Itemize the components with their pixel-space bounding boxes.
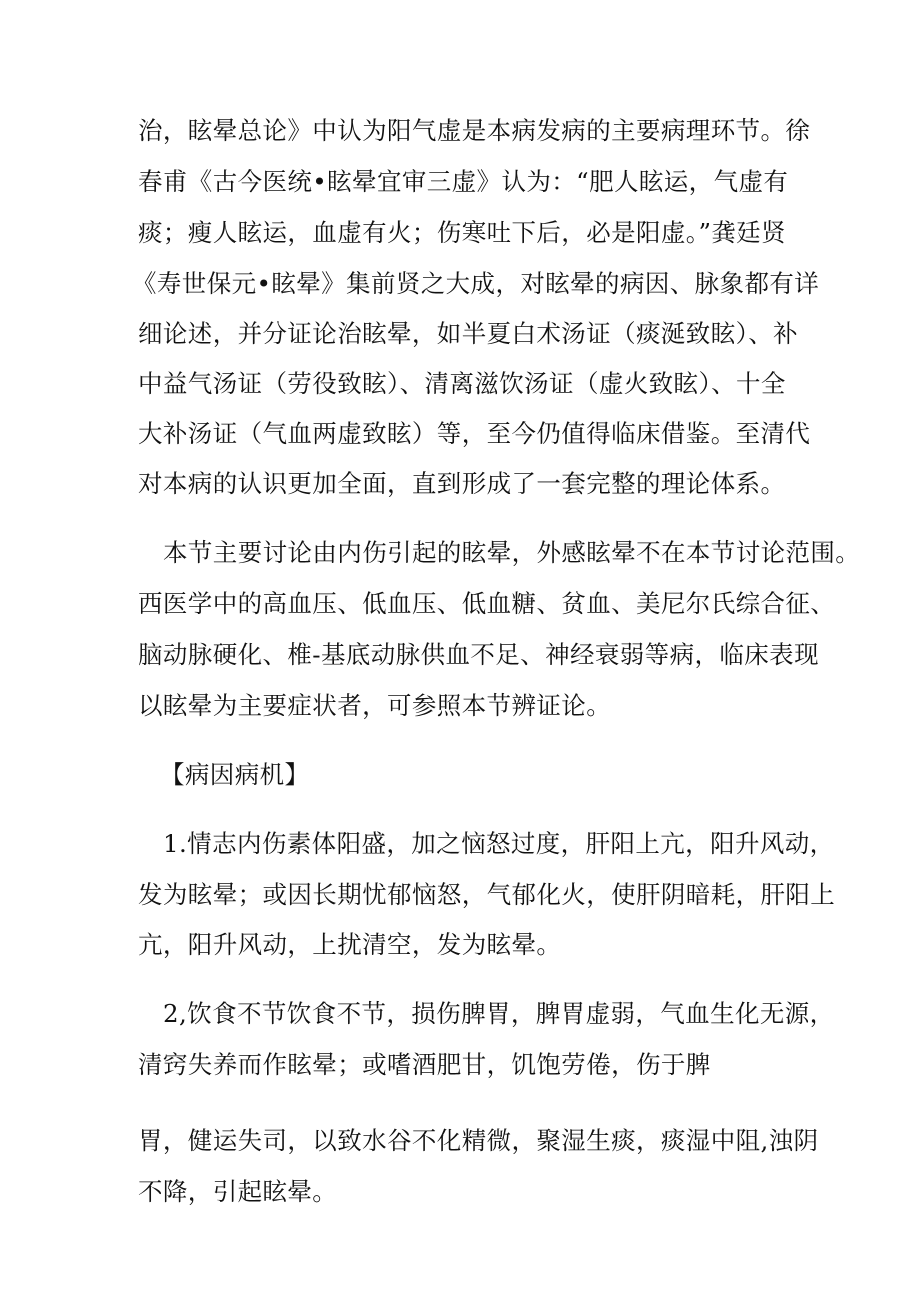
paragraph-1-line-5: 细论述，并分证论治眩晕，如半夏白术汤证（痰涎致眩）、补: [138, 319, 799, 348]
section-heading: 【病因病机】: [160, 760, 310, 789]
paragraph-1-line-1: 治，眩晕总论》中认为阳气虚是本病发病的主要病理环节。徐: [138, 116, 811, 145]
paragraph-2-line-1: 本节主要讨论由内伤引起的眩晕，外感眩晕不在本节讨论范围。: [163, 538, 861, 567]
paragraph-1-line-4: 《寿世保元•眩晕》集前贤之大成，对眩晕的病因、脉象都有详: [132, 269, 820, 298]
paragraph-2-line-3: 脑动脉硬化、椎-基底动脉供血不足、神经衰弱等病，临床表现: [138, 640, 819, 669]
paragraph-2-line-4: 以眩晕为主要症状者，可参照本节辨证论。: [138, 691, 612, 720]
paragraph-1-line-8: 对本病的认识更加全面，直到形成了一套完整的理论体系。: [138, 469, 786, 498]
paragraph-1-line-3: 痰；瘦人眩运，血虚有火；伤寒吐下后，必是阳虚。”龚廷贤: [138, 218, 787, 247]
paragraph-3-line-2: 发为眩晕；或因长期忧郁恼怒，气郁化火，使肝阴暗耗，肝阳上: [138, 880, 836, 909]
paragraph-1-line-6: 中益气汤证（劳役致眩）、清离滋饮汤证（虚火致眩）、十全: [138, 369, 786, 398]
paragraph-3-line-1: 1.情志内伤素体阳盛，加之恼怒过度，肝阳上亢，阳升风动，: [163, 829, 835, 858]
paragraph-1-line-7: 大补汤证（气血两虚致眩）等，至今仍值得临床借鉴。至清代: [138, 419, 811, 448]
paragraph-5-line-2: 不降，引起眩晕。: [138, 1177, 338, 1206]
paragraph-5-line-1: 胃，健运失司，以致水谷不化精微，聚湿生痰，痰湿中阻,浊阴: [138, 1126, 819, 1155]
paragraph-1-line-2: 春甫《古今医统•眩晕宜审三虚》认为：“肥人眩运，气虚有: [138, 167, 789, 196]
paragraph-4-line-1: 2,饮食不节饮食不节，损伤脾胃，脾胃虚弱，气血生化无源，: [163, 999, 835, 1028]
paragraph-4-line-2: 清窍失养而作眩晕；或嗜酒肥甘，饥饱劳倦，伤于脾: [138, 1050, 711, 1079]
paragraph-3-line-3: 亢，阳升风动，上扰清空，发为眩晕。: [138, 930, 562, 959]
paragraph-2-line-2: 西医学中的高血压、低血压、低血糖、贫血、美尼尔氏综合征、: [138, 589, 836, 618]
